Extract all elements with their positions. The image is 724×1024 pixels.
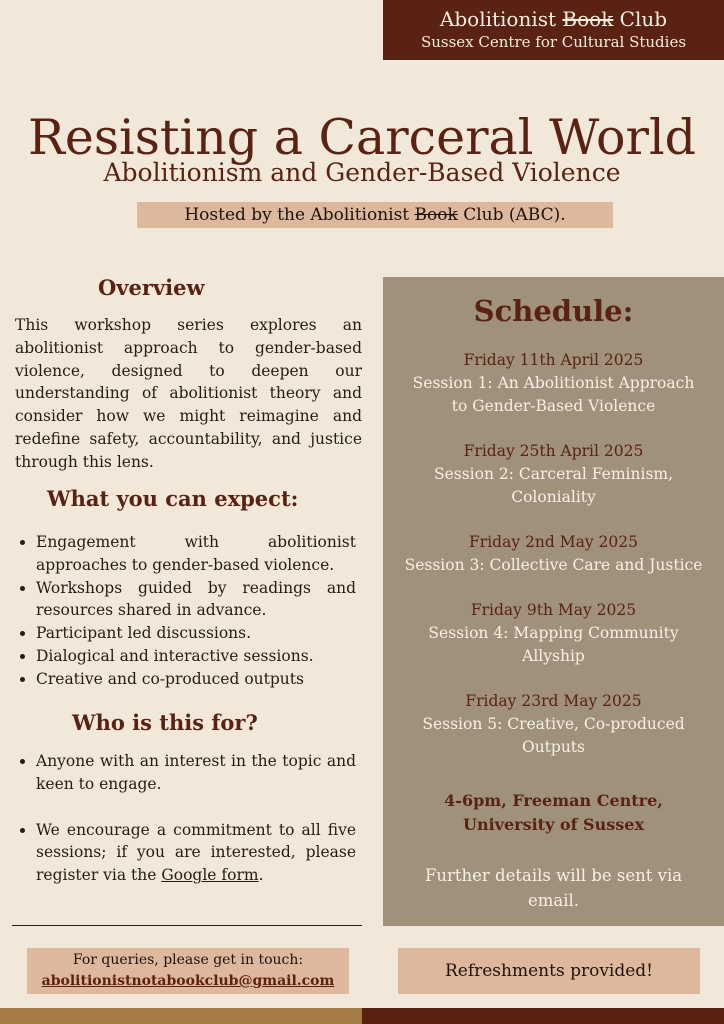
- top-banner: [383, 0, 724, 60]
- banner-club-name: [383, 7, 724, 31]
- list-item: Workshops guided by readings and resources shared in advance.: [14, 577, 356, 623]
- session-date: Friday 2nd May 2025: [469, 533, 638, 551]
- session-title: Session 5: Creative, Co-produced Outputs: [422, 715, 685, 756]
- hosted-post: Club (ABC).: [457, 205, 566, 225]
- page-subtitle: Abolitionism and Gender-Based Violence: [103, 158, 621, 187]
- venue-university: University of Sussex: [463, 815, 644, 834]
- footer-stripe-maroon: [362, 1008, 724, 1024]
- query-label: For queries, please get in touch:: [72, 952, 304, 968]
- overview-text: This workshop series explores an abolitionist approach to gender-based violence, designed to deepen our understanding of abolitionist theory and consider how we might reimagine and redefine safety, accountability, and justice through this lens.: [15, 316, 362, 471]
- refreshments-box: Refreshments provided!: [398, 948, 700, 994]
- google-form-link[interactable]: Google form: [161, 866, 259, 885]
- hosted-strike: Book: [414, 205, 458, 225]
- overview-heading: Overview: [98, 275, 205, 300]
- banner-club-post: Club: [613, 7, 668, 31]
- expect-list: [14, 531, 356, 691]
- list-item: Dialogical and interactive sessions.: [14, 645, 356, 668]
- banner-centre: Sussex Centre for Cultural Studies: [420, 33, 687, 51]
- who-item2-text: We encourage a commitment to all five sessions; if you are interested, please register via the: [36, 820, 356, 885]
- schedule-session-5: [383, 690, 724, 759]
- list-item: Participant led discussions.: [14, 622, 356, 645]
- who-item2-end: .: [258, 866, 264, 885]
- session-date: Friday 9th May 2025: [470, 601, 637, 619]
- list-item: [14, 819, 356, 887]
- further-details: Further details will be sent via email.: [424, 866, 683, 910]
- who-list: [14, 750, 356, 887]
- contact-email-link[interactable]: abolitionistnotabookclub@gmail.com: [41, 973, 335, 989]
- list-item: Creative and co-produced outputs: [14, 668, 356, 691]
- schedule-heading: Schedule:: [473, 294, 634, 328]
- session-title: Session 4: Mapping Community Allyship: [428, 624, 679, 665]
- schedule-session-3: [383, 531, 724, 577]
- hosted-pre: Hosted by the Abolitionist: [184, 205, 415, 225]
- schedule-session-2: [383, 440, 724, 509]
- expect-heading: What you can expect:: [47, 486, 299, 511]
- schedule-session-4: [383, 599, 724, 668]
- schedule-panel: [383, 277, 724, 926]
- query-box: [27, 948, 349, 994]
- session-title: Session 3: Collective Care and Justice: [404, 556, 703, 574]
- session-date: Friday 11th April 2025: [463, 351, 644, 369]
- list-item: Anyone with an interest in the topic and keen to engage.: [14, 750, 356, 796]
- schedule-session-1: [383, 349, 724, 418]
- session-date: Friday 23rd May 2025: [465, 692, 642, 710]
- hosted-by-strip: [137, 202, 613, 228]
- banner-club-strike: Book: [562, 7, 614, 31]
- list-item: Engagement with abolitionist approaches to gender-based violence.: [14, 531, 356, 577]
- banner-club-pre: Abolitionist: [439, 7, 563, 31]
- session-title: Session 1: An Abolitionist Approach to Gender-Based Violence: [412, 374, 695, 415]
- venue-info: [383, 789, 724, 837]
- divider: [12, 925, 362, 926]
- session-title: Session 2: Carceral Feminism, Coloniality: [433, 465, 674, 506]
- footer-stripe-gold: [0, 1008, 362, 1024]
- venue-time-place: 4-6pm, Freeman Centre,: [444, 791, 663, 810]
- session-date: Friday 25th April 2025: [463, 442, 644, 460]
- who-heading: Who is this for?: [72, 710, 258, 735]
- page-title: Resisting a Carceral World: [28, 109, 696, 166]
